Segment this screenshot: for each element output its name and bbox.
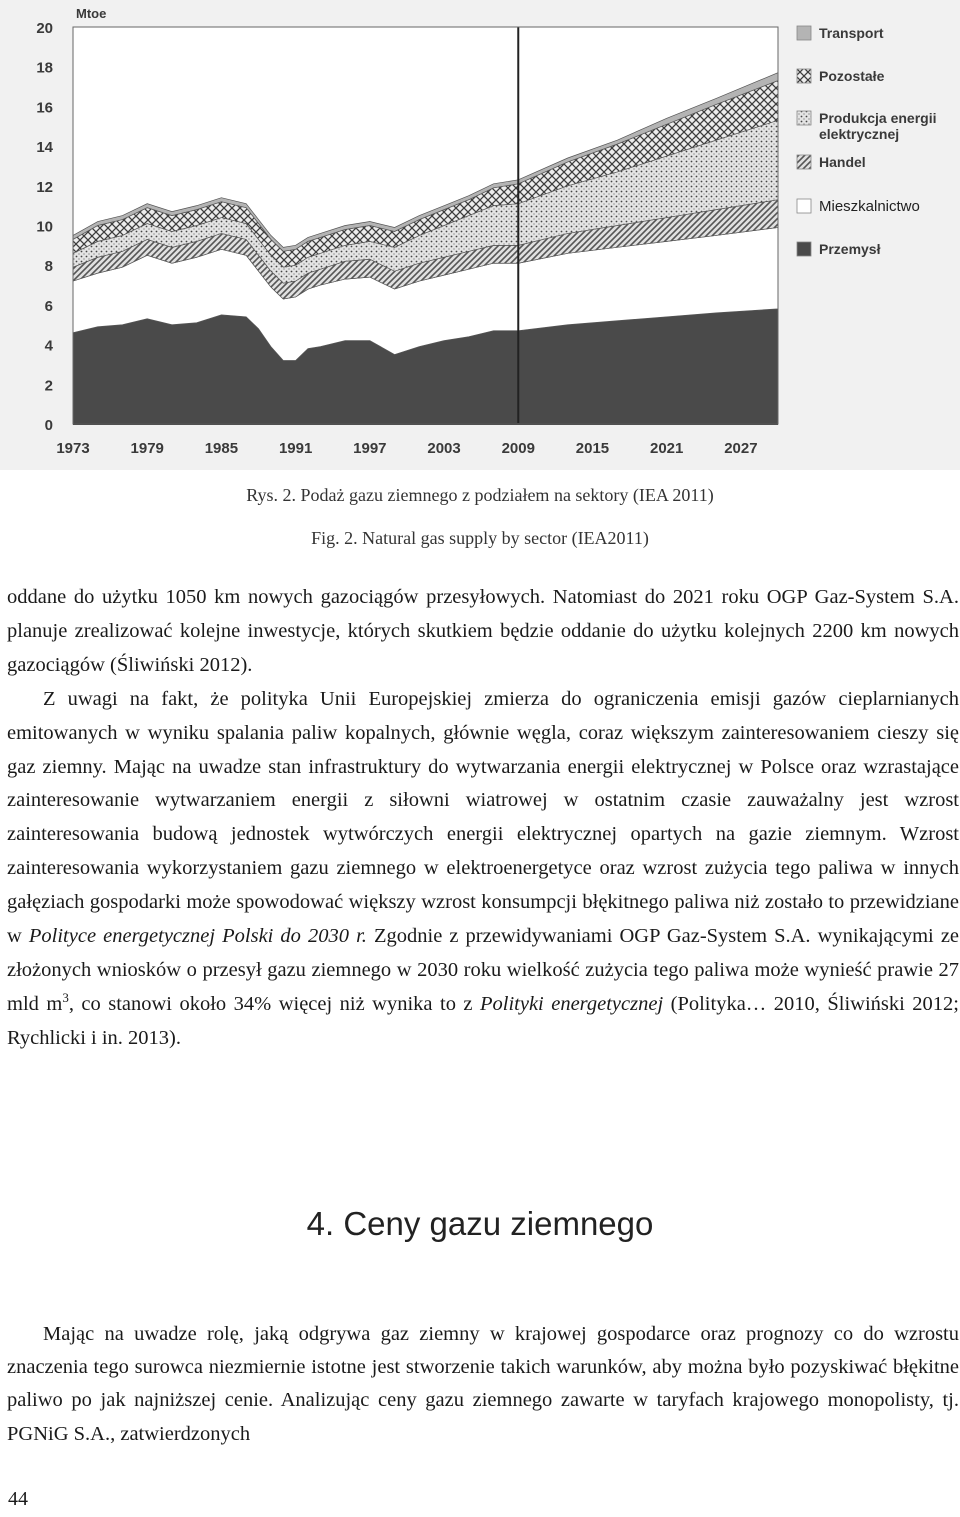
paragraph-2-part-d: (Polityka… 2010, Śliwiński 2012; Rychlicki i in. 2013). — [7, 992, 959, 1049]
x-tick-label-5: 2003 — [427, 440, 461, 457]
legend-label-0: Transport — [819, 25, 884, 41]
y-tick-label-0: 0 — [44, 417, 53, 434]
paragraph-2-part-a: Z uwagi na fakt, że polityka Unii Europejskiej zmierza do ograniczenia emisji gazów cieplarnianych emitowanych w wyniku spalania paliw kopalnych, głównie węgla, coraz większym zainteresowaniem cieszy się gaz ziemny. Mając na uwadze stan infrastruktury do wytwarzania energii elektrycznej w Polsce oraz wzrastające zainteresowanie wytwarzaniem energii z siłowni wiatrowej w ostatnim czasie zauważalny jest wzrost zainteresowania budową jednostek wytwórczych energii elektrycznej opartych na gazie ziemnym. Wzrost zainteresowania wykorzystaniem gazu ziemnego w elektroenergetyce oraz wzrost zużycia tego paliwa w innych gałęziach gospodarki może spowodować większy wzrost konsumpcji błękitnego paliwa niż zostało to przewidziane w — [7, 687, 959, 948]
x-tick-label-1: 1979 — [130, 440, 164, 457]
legend-swatch-0 — [797, 26, 811, 40]
figure-caption-polish: Rys. 2. Podaż gazu ziemnego z podziałem na sektory (IEA 2011) — [246, 485, 714, 505]
figure-natural-gas-supply-chart — [0, 0, 960, 470]
section-text — [7, 1318, 959, 1451]
y-tick-label-6: 12 — [36, 178, 53, 196]
x-tick-label-0: 1973 — [56, 440, 90, 457]
section-title: 4. Ceny gazu ziemnego — [306, 1205, 654, 1242]
legend-label-5: Przemysł — [819, 241, 881, 257]
legend-swatch-2 — [797, 111, 811, 125]
x-tick-label-7: 2015 — [575, 440, 610, 457]
x-tick-label-2: 1985 — [204, 440, 239, 457]
x-tick-label-4: 1997 — [353, 440, 387, 457]
x-tick-label-6: 2009 — [501, 440, 535, 457]
paragraph-2-italic-b: Polityki energetycznej — [480, 992, 664, 1015]
y-tick-label-3: 6 — [44, 297, 53, 315]
legend-swatch-3 — [797, 155, 811, 169]
page-number: 44 — [8, 1488, 28, 1510]
stacked-area-chart — [0, 0, 960, 470]
legend-swatch-1 — [797, 69, 811, 83]
superscript-3: 3 — [62, 990, 69, 1006]
paragraph-2-part-b: Zgodnie z przewidywaniami OGP Gaz-System S.A. wynikającymi ze złożonych wniosków o przesył gazu ziemnego w 2030 roku wielkość zużycia tego paliwa może wynieść prawie 27 mld m — [7, 925, 960, 1015]
x-tick-label-3: 1991 — [278, 440, 313, 457]
legend-label-2-line-1: elektrycznej — [819, 126, 900, 142]
legend-swatch-4 — [797, 199, 811, 213]
figure-caption-english: Fig. 2. Natural gas supply by sector (IEA2011) — [311, 528, 649, 548]
paragraph-2 — [7, 683, 959, 1056]
paragraph-1: oddane do użytku 1050 km nowych gazociągów przesyłowych. Natomiast do 2021 roku OGP Gaz-System S.A. planuje zrealizować kolejne inwestycje, których skutkiem będzie oddanie do użytku kolejnych 2200 km nowych gazociągów (Śliwiński 2012). — [7, 586, 959, 676]
y-tick-label-7: 14 — [36, 139, 53, 157]
legend-label-1: Pozostałe — [819, 68, 885, 84]
x-tick-label-9: 2027 — [724, 440, 758, 457]
y-tick-label-5: 10 — [36, 218, 53, 236]
y-tick-label-8: 16 — [36, 99, 53, 117]
y-tick-label-10: 20 — [36, 20, 53, 37]
legend-label-3: Handel — [819, 154, 866, 170]
y-tick-label-9: 18 — [36, 59, 53, 77]
body-text — [7, 581, 959, 1056]
y-axis-unit-label: Mtoe — [76, 6, 107, 21]
x-tick-label-8: 2021 — [649, 440, 684, 457]
y-tick-label-4: 8 — [44, 258, 53, 276]
y-tick-label-2: 4 — [44, 337, 53, 355]
legend-label-2: Produkcja energii — [819, 110, 937, 126]
paragraph-2-part-c: , co stanowi około 34% więcej niż wynika to z — [68, 992, 480, 1015]
paragraph-2-italic-a: Polityce energetycznej Polski do 2030 r. — [28, 925, 367, 948]
section-paragraph: Mając na uwadze rolę, jaką odgrywa gaz ziemny w krajowej gospodarce oraz prognozy co do wzrostu znaczenia tego surowca niezmiernie istotne jest stworzenie takich warunków, aby można było pozyskiwać błękitne paliwo po jak najniższej cenie. Analizując ceny gazu ziemnego zawarte w taryfach krajowego monopolisty, tj. PGNiG S.A., zatwierdzonych — [7, 1323, 959, 1445]
legend-label-4: Mieszkalnictwo — [819, 198, 920, 215]
y-tick-label-1: 2 — [44, 377, 53, 395]
legend-swatch-5 — [797, 242, 811, 256]
